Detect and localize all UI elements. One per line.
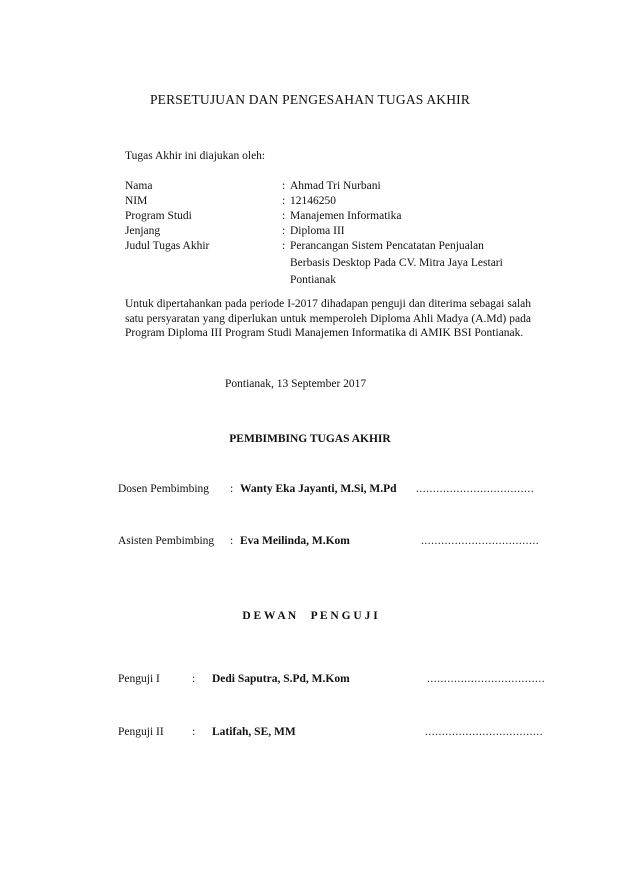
place-date: Pontianak, 13 September 2017 (225, 378, 367, 390)
penguji2-signature-line: ................................... (425, 726, 544, 738)
field-label-program-studi: Program Studi (125, 210, 192, 222)
field-label-nim: NIM (125, 195, 148, 207)
dosen-signature-line: ................................... (416, 483, 535, 495)
field-colon: : (230, 483, 234, 495)
field-colon: : (282, 240, 286, 252)
asisten-pembimbing-label: Asisten Pembimbing (118, 535, 215, 547)
penguji1-label: Penguji I (118, 673, 160, 685)
asisten-signature-line: ................................... (421, 535, 540, 547)
dosen-pembimbing-name: Wanty Eka Jayanti, M.Si, M.Pd (240, 483, 397, 495)
field-colon: : (230, 535, 234, 547)
intro-text: Tugas Akhir ini diajukan oleh: (125, 150, 266, 162)
field-label-judul: Judul Tugas Akhir (125, 240, 210, 252)
penguji1-name: Dedi Saputra, S.Pd, M.Kom (212, 673, 350, 685)
penguji2-name: Latifah, SE, MM (212, 726, 296, 738)
field-value-program-studi: Manajemen Informatika (290, 210, 402, 222)
penguji1-signature-line: ................................... (427, 673, 546, 685)
pembimbing-heading: PEMBIMBING TUGAS AKHIR (229, 433, 391, 445)
field-value-judul-line1: Perancangan Sistem Pencatatan Penjualan (290, 240, 484, 252)
field-label-nama: Nama (125, 180, 153, 192)
page-title: PERSETUJUAN DAN PENGESAHAN TUGAS AKHIR (149, 92, 471, 107)
field-colon: : (282, 210, 286, 222)
dewan-penguji-heading: D E W A N P E N G U J I (242, 610, 378, 622)
field-colon: : (192, 726, 196, 738)
field-value-nama: Ahmad Tri Nurbani (290, 180, 381, 192)
asisten-pembimbing-name: Eva Meilinda, M.Kom (240, 535, 350, 547)
dosen-pembimbing-label: Dosen Pembimbing (118, 483, 210, 495)
field-value-jenjang: Diploma III (290, 225, 345, 237)
field-value-judul-line3: Pontianak (290, 274, 336, 286)
field-value-judul-line2: Berbasis Desktop Pada CV. Mitra Jaya Lestari (290, 257, 503, 269)
field-label-jenjang: Jenjang (125, 225, 161, 237)
approval-paragraph: Untuk dipertahankan pada periode I-2017 dihadapan penguji dan diterima sebagai salah satu persyaratan yang diperlukan untuk memperoleh Diploma Ahli Madya (A.Md) pada Program Diploma III Program Studi Manajemen Informatika di AMIK BSI Pontianak. (125, 298, 531, 339)
field-colon: : (282, 195, 286, 207)
field-colon: : (282, 180, 286, 192)
field-value-nim: 12146250 (290, 195, 336, 207)
penguji2-label: Penguji II (118, 726, 164, 738)
field-colon: : (192, 673, 196, 685)
field-colon: : (282, 225, 286, 237)
